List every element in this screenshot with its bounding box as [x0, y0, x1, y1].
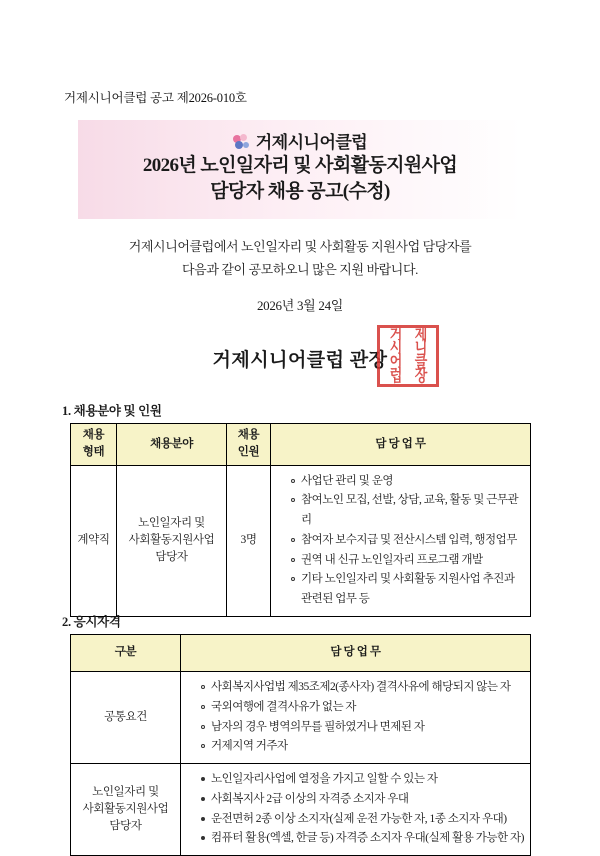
club-name-line	[78, 132, 522, 153]
col-header-count-line2: 인원	[237, 446, 260, 459]
col-header-requirements: 담 당 업 무	[181, 635, 531, 672]
intro-paragraph	[0, 236, 600, 282]
qualification-table	[70, 634, 531, 856]
recruitment-table	[70, 423, 531, 617]
official-seal-stamp	[377, 325, 439, 387]
seal-char: 제	[414, 325, 427, 345]
col-header-duties: 담 당 업 무	[271, 424, 531, 466]
list-item: 컴퓨터 활용(엑셀, 한글 등) 자격증 소지자 우대(실제 활용 가능한 자)	[201, 829, 526, 849]
col-header-type-line2: 형태	[82, 446, 105, 459]
cell-duties	[271, 465, 531, 616]
seal-char: 시	[389, 339, 402, 359]
col-header-category: 구분	[71, 635, 181, 672]
list-item: 운전면허 2종 이상 소지자(실제 운전 가능한 자, 1종 소지자 우대)	[201, 810, 526, 830]
section-1-heading: 1. 채용분야 및 인원	[62, 404, 162, 418]
cell-category-common: 공통요건	[71, 672, 181, 764]
signature-line: 거제시니어클럽 관장	[212, 350, 388, 371]
seal-char: 거	[389, 325, 402, 345]
cell-field-line3: 담당자	[155, 551, 188, 564]
intro-line-1: 거제시니어클럽에서 노인일자리 및 사회활동 지원사업 담당자를	[128, 239, 472, 254]
list-item: 거제지역 거주자	[201, 737, 526, 757]
section-2-heading: 2. 응시자격	[62, 615, 121, 629]
cell-field-line1: 노인일자리 및	[138, 516, 205, 529]
list-item: 기타 노인일자리 및 사회활동 지원사업 추진과 관련된 업무 등	[291, 570, 526, 610]
issue-date: 2026년 3월 24일	[256, 298, 344, 313]
table-header-row	[71, 424, 531, 466]
cell-requirements-position	[181, 764, 531, 856]
title-line-3: 담당자 채용 공고(수정)	[210, 180, 390, 202]
requirement-list	[189, 770, 526, 849]
list-item: 남자의 경우 병역의무를 필하였거나 면제된 자	[201, 718, 526, 738]
col-header-field: 채용분야	[117, 424, 227, 466]
requirement-list	[189, 678, 526, 757]
list-item: 국외여행에 결격사유가 없는 자	[201, 698, 526, 718]
list-item: 권역 내 신규 노인일자리 프로그램 개발	[291, 551, 526, 571]
seal-char: 니	[414, 339, 427, 359]
list-item: 사회복지사업법 제35조제2(종사자) 결격사유에 해당되지 않는 자	[201, 678, 526, 698]
list-item: 참여자 보수지급 및 전산시스템 입력, 행정업무	[291, 531, 526, 551]
cell-category-line2: 사회활동지원사업	[82, 802, 169, 815]
list-item: 참여노인 모집, 선발, 상담, 교육, 활동 및 근무관리	[291, 491, 526, 531]
col-header-count	[227, 424, 271, 466]
title-line-2: 2026년 노인일자리 및 사회활동지원사업	[142, 155, 458, 177]
cell-field	[117, 465, 227, 616]
document-number: 거제시니어클럽 공고 제2026-010호	[64, 91, 247, 105]
table-header-row	[71, 635, 531, 672]
cell-category-line3: 담당자	[109, 820, 142, 833]
cell-category-position	[71, 764, 181, 856]
list-item: 노인일자리사업에 열정을 가지고 일할 수 있는 자	[201, 770, 526, 790]
list-item: 사업단 관리 및 운영	[291, 472, 526, 492]
table-row	[71, 764, 531, 856]
list-item: 사회복지사 2급 이상의 자격증 소지자 우대	[201, 790, 526, 810]
col-header-count-line1: 채용	[237, 429, 260, 441]
seal-char: 장	[414, 366, 427, 386]
cell-requirements-common	[181, 672, 531, 764]
duty-list	[279, 472, 526, 610]
seal-char: 클	[414, 353, 427, 372]
seal-char: 럽	[389, 366, 402, 386]
cell-headcount: 3명	[227, 465, 271, 616]
table-row	[71, 672, 531, 764]
intro-line-2: 다음과 같이 공모하오니 많은 지원 바랍니다.	[182, 261, 418, 277]
title-banner	[78, 120, 522, 219]
club-logo-icon	[233, 134, 252, 151]
cell-employment-type: 계약직	[71, 465, 117, 616]
col-header-type-line1: 채용	[82, 429, 105, 441]
seal-char: 어	[389, 353, 402, 372]
cell-field-line2: 사회활동지원사업	[128, 534, 215, 547]
cell-category-line1: 노인일자리 및	[92, 785, 159, 798]
col-header-type	[71, 424, 117, 466]
table-row	[71, 465, 531, 616]
club-name: 거제시니어클럽	[255, 133, 368, 152]
